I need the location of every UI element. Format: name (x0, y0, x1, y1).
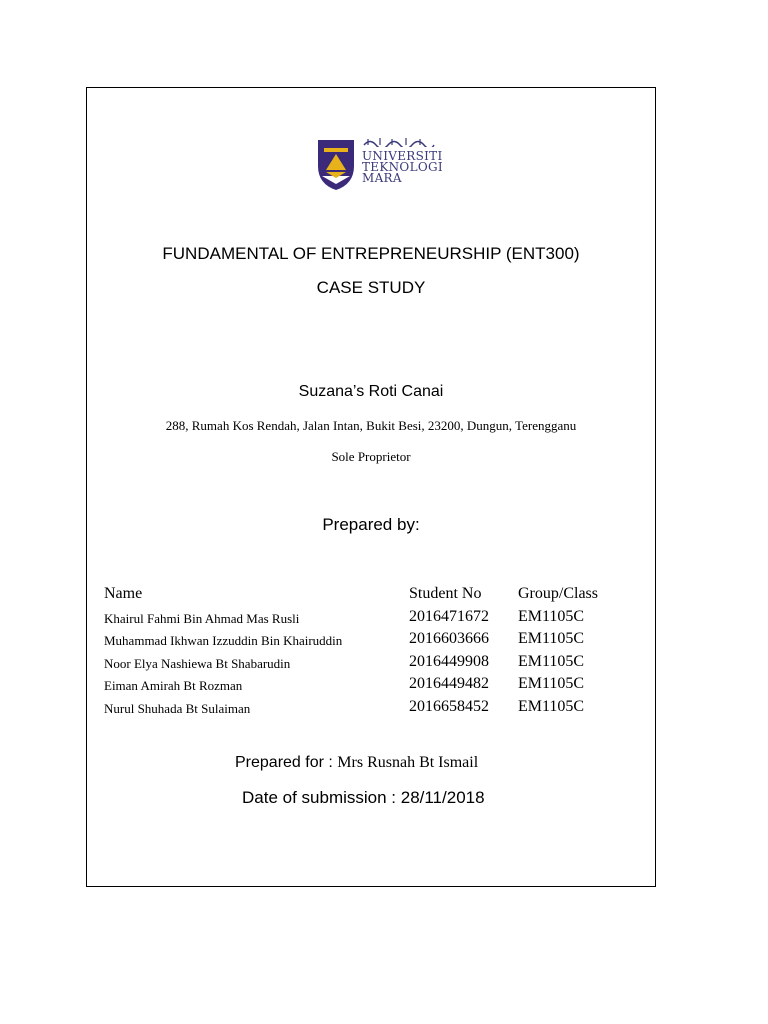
company-name (86, 383, 656, 401)
logo-line-2: TEKNOLOGI (362, 160, 443, 174)
table-row (104, 698, 634, 721)
document-type: CASE STUDY (316, 278, 426, 297)
prepared-for-value: Mrs Rusnah Bt Ismail (337, 754, 479, 771)
member-group: EM1105C (518, 697, 585, 715)
member-student-no: 2016471672 (409, 607, 489, 625)
company-name-part2: ’s Roti Canai (352, 383, 444, 400)
header-student-no: Student No (409, 585, 482, 602)
member-group: EM1105C (518, 675, 585, 692)
member-student-no: 2016449482 (409, 675, 489, 692)
jawi-script-icon (362, 136, 436, 147)
member-name: Muhammad Ikhwan Izzuddin Bin Khairuddin (104, 633, 343, 648)
header-name: Name (104, 585, 143, 602)
member-student-no: 2016603666 (409, 630, 489, 647)
member-name: Noor Elya Nashiewa Bt Shabarudin (104, 655, 291, 671)
team-table (104, 585, 634, 720)
member-group: EM1105C (518, 652, 585, 670)
table-row (104, 608, 634, 631)
company-address: 288, Rumah Kos Rendah, Jalan Intan, Bukit Besi, 23200, Dungun, Terengganu (165, 418, 577, 433)
member-group: EM1105C (518, 607, 585, 625)
table-row (104, 675, 634, 698)
member-name: Khairul Fahmi Bin Ahmad Mas Rusli (104, 610, 300, 626)
table-row (104, 653, 634, 676)
prepared-for-label: Prepared for : (235, 754, 338, 771)
member-student-no: 2016658452 (409, 697, 489, 715)
member-student-no: 2016449908 (409, 652, 489, 670)
course-title: FUNDAMENTAL OF ENTREPRENEURSHIP (ENT300) (162, 244, 580, 263)
business-type: Sole Proprietor (331, 449, 411, 464)
prepared-by-heading: Prepared by: (322, 515, 420, 534)
university-logo (316, 136, 466, 192)
member-name: Nurul Shuhada Bt Sulaiman (104, 700, 251, 716)
member-group: EM1105C (518, 630, 585, 647)
table-row (104, 630, 634, 653)
member-name: Eiman Amirah Bt Rozman (104, 678, 243, 693)
company-name-part1: Suzana (298, 383, 353, 400)
team-table-header (104, 585, 634, 608)
submission-date: Date of submission : 28/11/2018 (242, 788, 485, 807)
prepared-for (235, 754, 478, 772)
header-group: Group/Class (518, 585, 598, 602)
uitm-crest-icon (316, 136, 356, 192)
logo-line-3: MARA (362, 171, 402, 185)
logo-line-1: UNIVERSITI (362, 149, 443, 163)
university-name (362, 151, 443, 184)
